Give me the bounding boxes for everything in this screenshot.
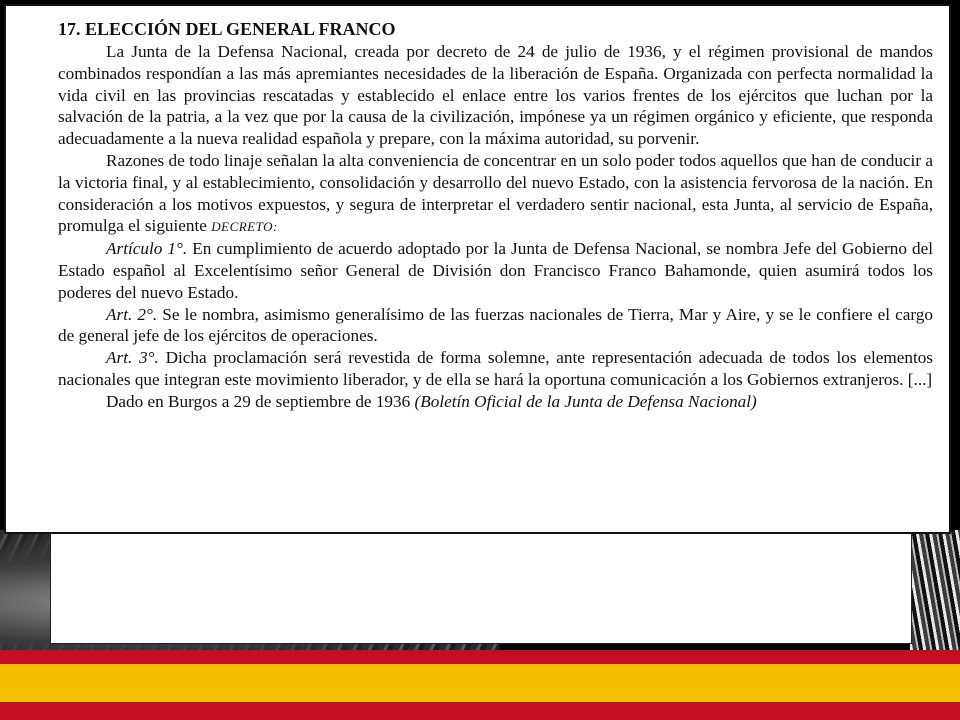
document-panel (4, 4, 951, 534)
paragraph-intro: La Junta de la Defensa Nacional, creada por decreto de 24 de julio de 1936, y el régimen provisional de mandos combinados respondían a las más apremiantes necesidades de la liberación de España. Organizada con perfecta normalidad la vida civil en las provincias rescatadas y establecido el enlace entre los varios frentes de los ejércitos que luchan por la salvación de la patria, a la vez que por la causa de la civilización, impónese ya un régimen orgánico y eficiente, que responda adecuadamente a la nueva realidad española y prepare, con la máxima autoridad, su porvenir. (58, 42, 933, 149)
article-1 (58, 238, 933, 303)
paragraph-reasons-text: Razones de todo linaje señalan la alta conveniencia de concentrar en un solo poder todos aquellos que han de conducir a la victoria final, y al establecimiento, consolidación y desarrollo del nuevo Estado, con la asistencia fervorosa de la nación. En consideración a los motivos expuestos, y segura de interpretar el verdadero sentir nacional, esta Junta, al servicio de España, promulga el siguiente (58, 150, 933, 236)
spanish-flag-band (0, 650, 960, 720)
closing-source: (Boletín Oficial de la Junta de Defensa Nacional) (414, 391, 757, 411)
article-1-label: Artículo 1°. (106, 239, 188, 259)
article-3 (58, 347, 933, 391)
flag-red-stripe-bottom (0, 702, 960, 720)
closing-text: Dado en Burgos a 29 de septiembre de 1936 (106, 391, 415, 411)
blank-text-panel (50, 530, 912, 644)
article-3-label: Art. 3°. (106, 348, 159, 368)
background-photo-right (910, 530, 960, 650)
decreto-label: DECRETO: (211, 219, 278, 235)
article-3-text: Dicha proclamación será revestida de forma solemne, ante representación adecuada de todos los elementos nacionales que integran este movimiento liberador, y de ella se hará la oportuna comunicación a los Gobiernos extranjeros. [...] (58, 348, 934, 389)
article-2 (58, 304, 933, 348)
flag-red-stripe-top (0, 650, 960, 664)
article-1-text: En cumplimiento de acuerdo adoptado por la Junta de Defensa Nacional, se nombra Jefe del Gobierno del Estado español al Excelentísimo señor General de División don Francisco Franco Bahamonde, quien asumirá todos los poderes del nuevo Estado. (58, 239, 933, 302)
document-title: 17. ELECCIÓN DEL GENERAL FRANCO (58, 19, 396, 39)
article-2-label: Art. 2°. (106, 304, 158, 324)
article-2-text: Se le nombra, asimismo generalísimo de las fuerzas nacionales de Tierra, Mar y Aire, y se le confiere el cargo de general jefe de los ejércitos de operaciones. (58, 304, 933, 346)
paragraph-reasons (58, 150, 933, 238)
closing-line (58, 391, 933, 413)
document-body (58, 41, 933, 413)
